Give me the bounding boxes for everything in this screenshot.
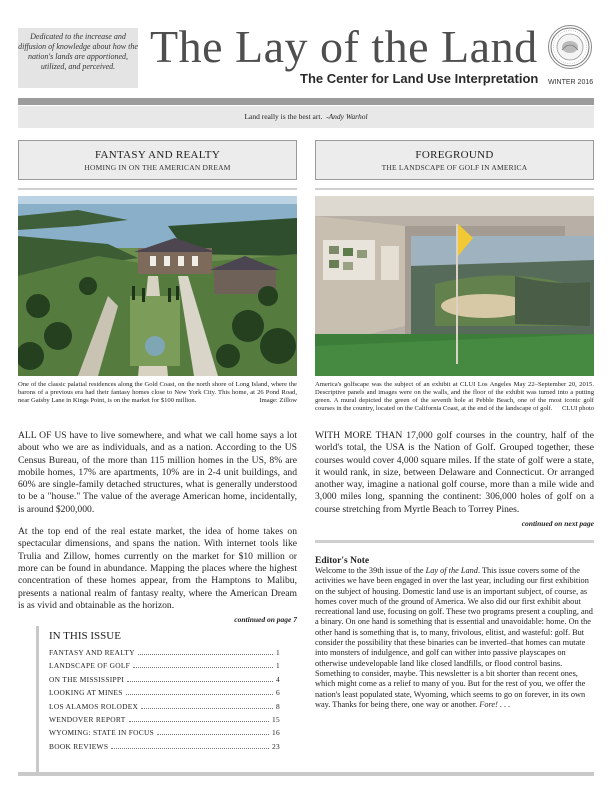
toc-page: 1: [276, 648, 280, 657]
publisher-name: The Center for Land Use Interpretation: [300, 71, 539, 86]
toc-label: ON THE MISSISSIPPI: [49, 674, 125, 684]
toc-item[interactable]: [49, 648, 280, 661]
left-caption-text: One of the classic palatial residences along the Gold Coast, on the north shore of Long Island, where the barons of a previous era had their fantasy homes close to New York City. This home, at 26 Pond Road, near Gatsby Lane in Kings Point, is on the market for $100 million.: [18, 381, 297, 404]
right-article-heading: FOREGROUND: [415, 149, 494, 161]
left-article-header: [18, 140, 297, 180]
right-article-body: [315, 430, 594, 530]
toc-leader: [157, 734, 269, 735]
toc-item[interactable]: [49, 728, 280, 741]
toc-page: 1: [276, 661, 280, 671]
right-article-subheading: THE LANDSCAPE OF GOLF IN AMERICA: [381, 163, 528, 172]
right-article-header: [315, 140, 594, 180]
masthead-divider: [18, 98, 594, 105]
seal-logo-icon: [548, 25, 592, 69]
left-article-heading: FANTASY AND REALTY: [94, 149, 221, 161]
newsletter-title: The Lay of the Land: [150, 21, 538, 72]
in-this-issue-box: [36, 626, 280, 776]
right-photo-caption: [315, 381, 594, 413]
footer-divider: [18, 772, 594, 776]
toc-label: FANTASY AND REALTY: [49, 648, 135, 657]
toc-page: 8: [276, 701, 280, 711]
toc-label: WENDOVER REPORT: [49, 714, 126, 724]
left-article-paragraph: At the top end of the real estate market, the idea of home takes on spectacular dimensions, and spans the nation. With internet tools like Trulia and Zillow, homes currently on the market for $10 million or more can be found in abundance. Mapping the places where the highest concentration of these homes appear, from the Hamptons to Malibu, presents a national realm of fantasy realty, where the American Dream is as vivid and obtainable as the horizon.: [18, 526, 297, 611]
toc-page: 4: [276, 674, 280, 684]
editors-signoff: Fore! . . .: [479, 699, 511, 709]
toc-label: LOS ALAMOS ROLODEX: [49, 701, 139, 711]
right-divider: [315, 188, 594, 190]
toc-label: WYOMING: STATE IN FOCUS: [49, 728, 155, 738]
toc-page: 6: [276, 688, 280, 698]
quote-band: [18, 106, 594, 128]
editors-note-body: [315, 566, 594, 710]
right-article-photo: [315, 196, 594, 376]
toc-item[interactable]: [49, 675, 280, 688]
masthead-tagline: Dedicated to the increase and diffusion of knowledge about how the nation's lands are apportioned, utilized, and perceived.: [18, 28, 138, 88]
toc-item[interactable]: [49, 702, 280, 715]
right-article-paragraph: WITH MORE THAN 17,000 golf courses in the country, half of the world's total, the USA is the Nation of Golf. Grouped together, these courses would cover 4,000 square miles. If the state of golf were a state, it would rank, in size, between Delaware and Connecticut. Or arranged another way, imagine a national golf course, more than a mile wide and 3,000 miles long, spanning the continent: 306,000 holes of golf on a course stretching from Myrtle Beach to Torrey Pines.: [315, 430, 594, 515]
toc-leader: [133, 667, 273, 668]
right-caption-text: America's golfscape was the subject of an exhibit at CLUI Los Angeles May 22–September 20, 2015. Descriptive panels and images were on the walls, and the floor of the exhibit was turned into a putting green. A mural depicted the green of the seventh hole at Pebble Beach, one of the most iconic golf courses in the country, located on the California Coast, at the end of the landscape of golf.: [315, 381, 594, 412]
editors-note-text: . This issue covers some of the activities we have been engaged in over the last year, including our first exhibition on the subject of housing. Domestic land use is an important subject, of course, as homes cover much of the ground of America. We also did our first exhibit about recreational land use, focusing on golf. These two programs present a coupling, and a binary. On one hand is something that is essential and unavoidable: home. On the other hand is something that is, to many, frivolous, elitist, and wasteful: golf. But consider the possibility that these binaries can be inverted–that homes can mutate into monsters of indulgence, and golf can wither into passive playscapes on otherwise undevelopable land like closed landfills, or flood control basins. Something to consider, maybe. This newsletter is a bit shorter than recent ones, which might come as a relief to many of you. But for the rest of you, we offer the nation's least populated state, Wyoming, which seems to go on forever, in its own way. Thanks for being there, one way or another.: [315, 566, 593, 709]
toc-leader: [111, 748, 269, 749]
left-photo-caption: [18, 381, 297, 405]
toc-page: 15: [272, 714, 280, 724]
toc-item[interactable]: [49, 715, 280, 728]
left-photo-credit: Image: Zillow: [259, 397, 297, 404]
editors-note: [315, 556, 594, 710]
toc-label: BOOK REVIEWS: [49, 741, 109, 751]
right-photo-credit: CLUI photo: [561, 405, 594, 412]
left-article-photo: [18, 196, 297, 376]
toc-leader: [141, 708, 273, 709]
left-article-body: [18, 430, 297, 626]
editors-note-text: Welcome to the 39th issue of the: [315, 566, 426, 575]
editors-note-divider: [315, 540, 594, 543]
toc-item[interactable]: [49, 742, 280, 755]
quote-text: Land really is the best art.: [244, 112, 323, 121]
toc-item[interactable]: [49, 661, 280, 674]
toc-page: 16: [272, 728, 280, 738]
left-article-subheading: HOMING IN ON THE AMERICAN DREAM: [84, 163, 231, 172]
toc-title: IN THIS ISSUE: [49, 630, 121, 642]
toc-item[interactable]: [49, 688, 280, 701]
toc-label: LOOKING AT MINES: [49, 688, 123, 698]
toc-page: 23: [272, 741, 280, 751]
quote-author: -Andy Warhol: [326, 112, 368, 121]
toc-label: LANDSCAPE OF GOLF: [49, 661, 131, 671]
left-divider: [18, 188, 297, 190]
left-continued-link[interactable]: continued on page 7: [234, 615, 297, 625]
issue-date: WINTER 2016: [548, 79, 594, 86]
toc-leader: [138, 654, 273, 655]
publication-name: Lay of the Land: [425, 566, 478, 575]
left-article-paragraph: ALL OF US have to live somewhere, and what we call home says a lot about who we are as individuals, and as a nation. According to the US Census Bureau, of the more than 115 million homes in the US, 8% are mobile homes, 17% are apartments, 10% are in 2-4 unit buildings, and 60% are single-family detached structures, what is generally understood to be a "house." The value of the average American home, incidentally, is around $200,000.: [18, 430, 297, 515]
toc-leader: [127, 681, 273, 682]
toc-leader: [126, 694, 273, 695]
toc-leader: [129, 721, 269, 722]
right-continued-link[interactable]: continued on next page: [521, 519, 594, 529]
editors-note-title: Editor's Note: [315, 556, 370, 566]
